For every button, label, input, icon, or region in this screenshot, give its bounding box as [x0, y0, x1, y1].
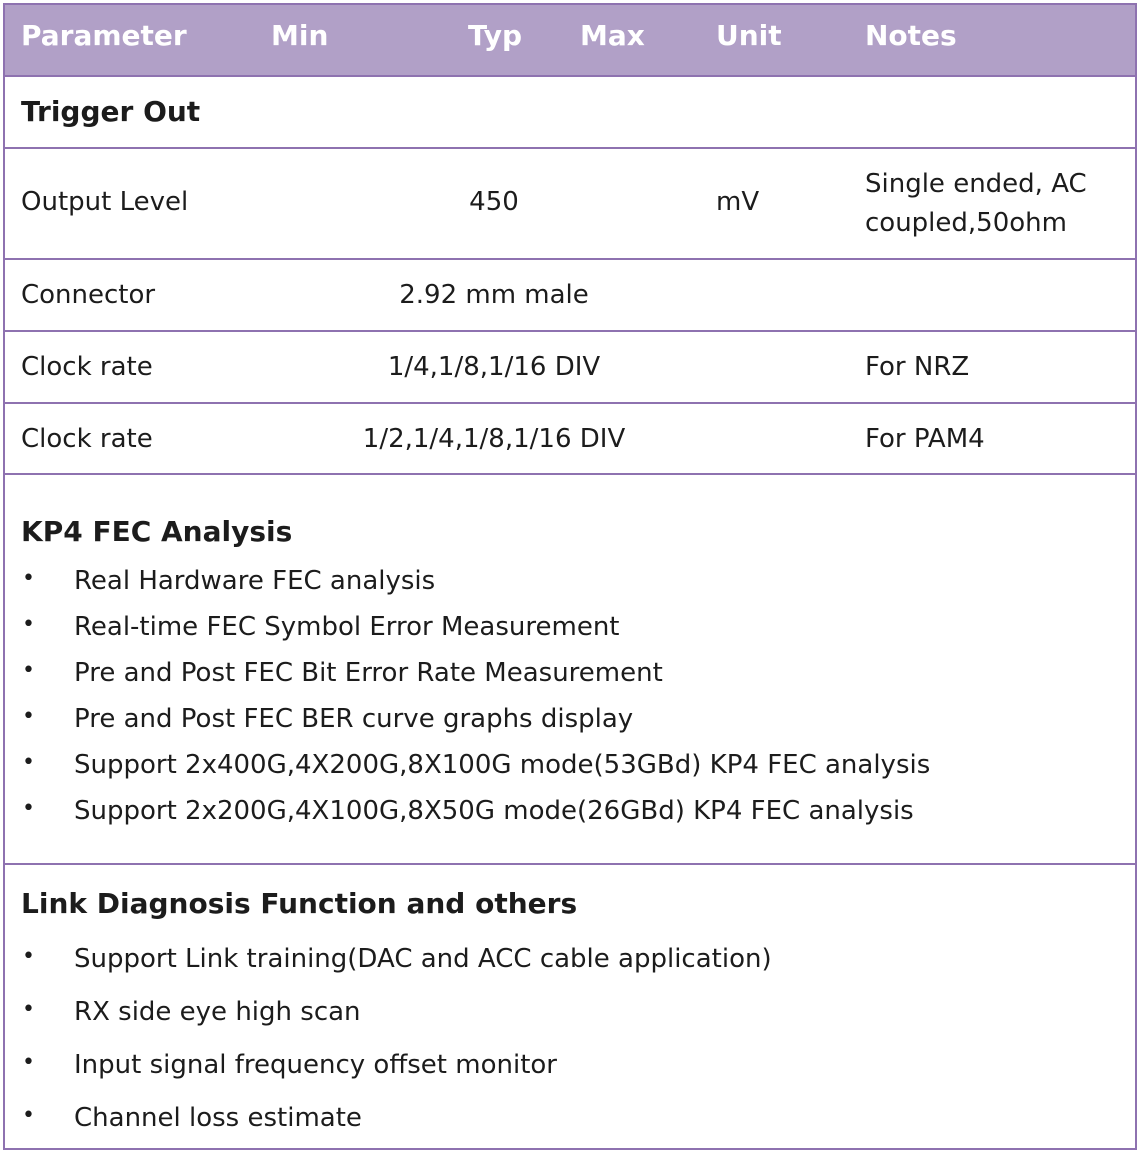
bullet-icon: •	[22, 1050, 35, 1075]
spec-table	[3, 3, 1137, 1150]
bullet-icon: •	[22, 944, 35, 969]
section-title-link: Link Diagnosis Function and others	[21, 887, 578, 920]
cell-notes: For PAM4	[865, 424, 985, 454]
header-notes: Notes	[865, 19, 957, 52]
section-title-trigger-out: Trigger Out	[21, 95, 201, 128]
cell-typ: 1/4,1/8,1/16 DIV	[387, 352, 601, 382]
section-kp4-fec: KP4 FEC Analysis • Real Hardware FEC analysis • Real-time FEC Symbol Error Measurement • Pre and Post FEC Bit Error Rate Measurement • Pre and Post FEC BER curve graphs display • Support 2x400G,4X200G,8X100G mode(53GBd) KP4 FEC analysis • Support 2x200G,4X100G,8X50G mode(26GBd) KP4 FEC analysis	[5, 475, 1135, 865]
cell-typ: 2.92 mm male	[399, 280, 589, 310]
table-header	[5, 5, 1135, 77]
bullet-icon: •	[22, 750, 35, 775]
table-row	[5, 260, 1135, 332]
bullet-icon: •	[22, 658, 35, 683]
table-row	[5, 149, 1135, 260]
bullet-icon: •	[22, 704, 35, 729]
cell-notes: Single ended, AC coupled,50ohm	[865, 169, 1087, 238]
section-title-kp4: KP4 FEC Analysis	[21, 515, 293, 548]
header-typ: Typ	[468, 19, 523, 52]
cell-unit: mV	[716, 187, 760, 217]
cell-typ: 450	[469, 187, 519, 217]
cell-notes: For NRZ	[865, 352, 970, 382]
cell-parameter: Clock rate	[21, 424, 153, 454]
bullet-icon: •	[22, 1103, 35, 1128]
section-trigger-out	[5, 77, 1135, 149]
cell-parameter: Connector	[21, 280, 156, 310]
cell-typ: 1/2,1/4,1/8,1/16 DIV	[362, 424, 626, 454]
header-parameter: Parameter	[21, 19, 187, 52]
section-link-diagnosis: Link Diagnosis Function and others • Support Link training(DAC and ACC cable application) • RX side eye high scan • Input signal frequency offset monitor • Channel loss estimate	[21, 887, 772, 1133]
cell-parameter: Output Level	[21, 187, 189, 217]
header-unit: Unit	[716, 19, 782, 52]
bullet-icon: •	[22, 796, 35, 821]
header-max: Max	[580, 19, 645, 52]
header-min: Min	[271, 19, 329, 52]
table-row	[5, 404, 1135, 475]
bullet-icon: •	[22, 612, 35, 637]
bullet-icon: •	[22, 566, 35, 591]
cell-parameter: Clock rate	[21, 352, 153, 382]
table-row	[5, 332, 1135, 404]
bullet-icon: •	[22, 997, 35, 1022]
